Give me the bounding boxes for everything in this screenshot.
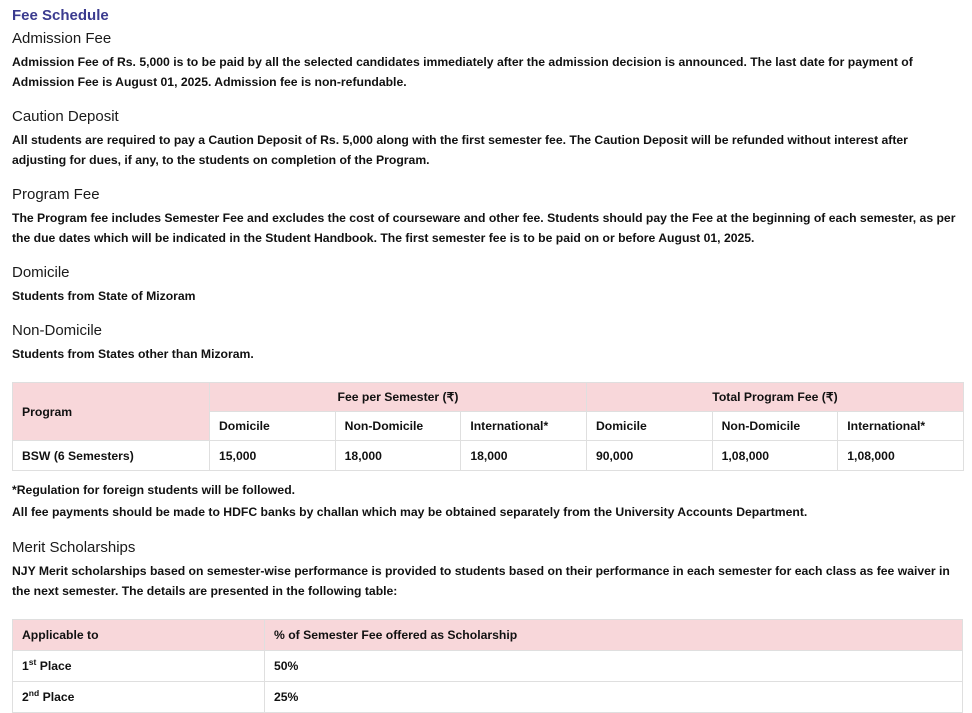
section-heading-caution-deposit: Caution Deposit <box>12 108 119 125</box>
fee-table-subheader-total-international: International* <box>838 412 964 441</box>
section-body-admission-fee: Admission Fee of Rs. 5,000 is to be paid by all the selected candidates immediately after the admission decision is announced. The last date for payment of Admission Fee is August 01, 2025. Admission fee is non-refundable. <box>12 55 913 89</box>
place-number: 1 <box>22 659 29 673</box>
fee-table-cell-semester-domicile: 15,000 <box>210 441 336 471</box>
section-heading-domicile: Domicile <box>12 264 70 281</box>
section-body-program-fee: The Program fee includes Semester Fee and excludes the cost of courseware and other fee. Students should pay the Fee at the beginning of each semester, as per the due dates which will be indicated in the Student Handbook. The first semester fee is to be paid on or before August 01, 2025. <box>12 211 956 245</box>
fee-table-header-program: Program <box>13 383 210 441</box>
section-body-merit-scholarships: NJY Merit scholarships based on semester-wise performance is provided to students based on their performance in each semester for each class as fee waiver in the next semester. The details are presented in the following table: <box>12 564 950 598</box>
fee-table-cell-semester-non-domicile: 18,000 <box>335 441 461 471</box>
fee-table-group-header-total-program: Total Program Fee (₹) <box>586 383 963 412</box>
scholarship-table-cell-place-first <box>13 651 265 682</box>
scholarship-table <box>12 619 963 713</box>
scholarship-table-header-percent: % of Semester Fee offered as Scholarship <box>265 620 963 651</box>
fee-table-subheader-total-non-domicile: Non-Domicile <box>712 412 838 441</box>
section-body-domicile: Students from State of Mizoram <box>12 289 196 303</box>
scholarship-table-cell-place-second <box>13 682 265 713</box>
section-heading-merit-scholarships: Merit Scholarships <box>12 539 136 556</box>
place-ordinal-suffix: st <box>28 656 37 667</box>
page-title: Fee Schedule <box>12 7 109 24</box>
table-header-row-group <box>13 383 964 412</box>
fee-table-cell-program-name: BSW (6 Semesters) <box>13 441 210 471</box>
fee-table-subheader-semester-international: International* <box>461 412 587 441</box>
fee-table-subheader-semester-non-domicile: Non-Domicile <box>335 412 461 441</box>
place-ordinal-suffix: nd <box>28 687 40 698</box>
table-row <box>13 682 963 713</box>
scholarship-table-cell-percent-first: 50% <box>265 651 963 682</box>
table-header-row <box>13 620 963 651</box>
fee-table-cell-semester-international: 18,000 <box>461 441 587 471</box>
footnote-payment-instructions: All fee payments should be made to HDFC banks by challan which may be obtained separately from the University Accounts Department. <box>12 505 808 519</box>
place-label: Place <box>39 659 72 673</box>
fee-table <box>12 382 964 471</box>
scholarship-table-header-applicable-to: Applicable to <box>13 620 265 651</box>
scholarship-table-cell-percent-second: 25% <box>265 682 963 713</box>
section-heading-program-fee: Program Fee <box>12 186 100 203</box>
fee-table-cell-total-non-domicile: 1,08,000 <box>712 441 838 471</box>
table-row <box>13 441 964 471</box>
fee-table-cell-total-domicile: 90,000 <box>586 441 712 471</box>
footnote-foreign-regulation: *Regulation for foreign students will be followed. <box>12 483 296 497</box>
place-number: 2 <box>22 690 29 704</box>
section-heading-non-domicile: Non-Domicile <box>12 322 103 339</box>
table-row <box>13 651 963 682</box>
place-label: Place <box>42 690 75 704</box>
section-body-caution-deposit: All students are required to pay a Caution Deposit of Rs. 5,000 along with the first semester fee. The Caution Deposit will be refunded without interest after adjusting for dues, if any, to the students on completion of the Program. <box>12 133 908 167</box>
section-body-non-domicile: Students from States other than Mizoram. <box>12 347 254 361</box>
fee-table-subheader-total-domicile: Domicile <box>586 412 712 441</box>
fee-table-cell-total-international: 1,08,000 <box>838 441 964 471</box>
section-heading-admission-fee: Admission Fee <box>12 30 112 47</box>
fee-table-subheader-semester-domicile: Domicile <box>210 412 336 441</box>
fee-table-group-header-per-semester: Fee per Semester (₹) <box>210 383 587 412</box>
